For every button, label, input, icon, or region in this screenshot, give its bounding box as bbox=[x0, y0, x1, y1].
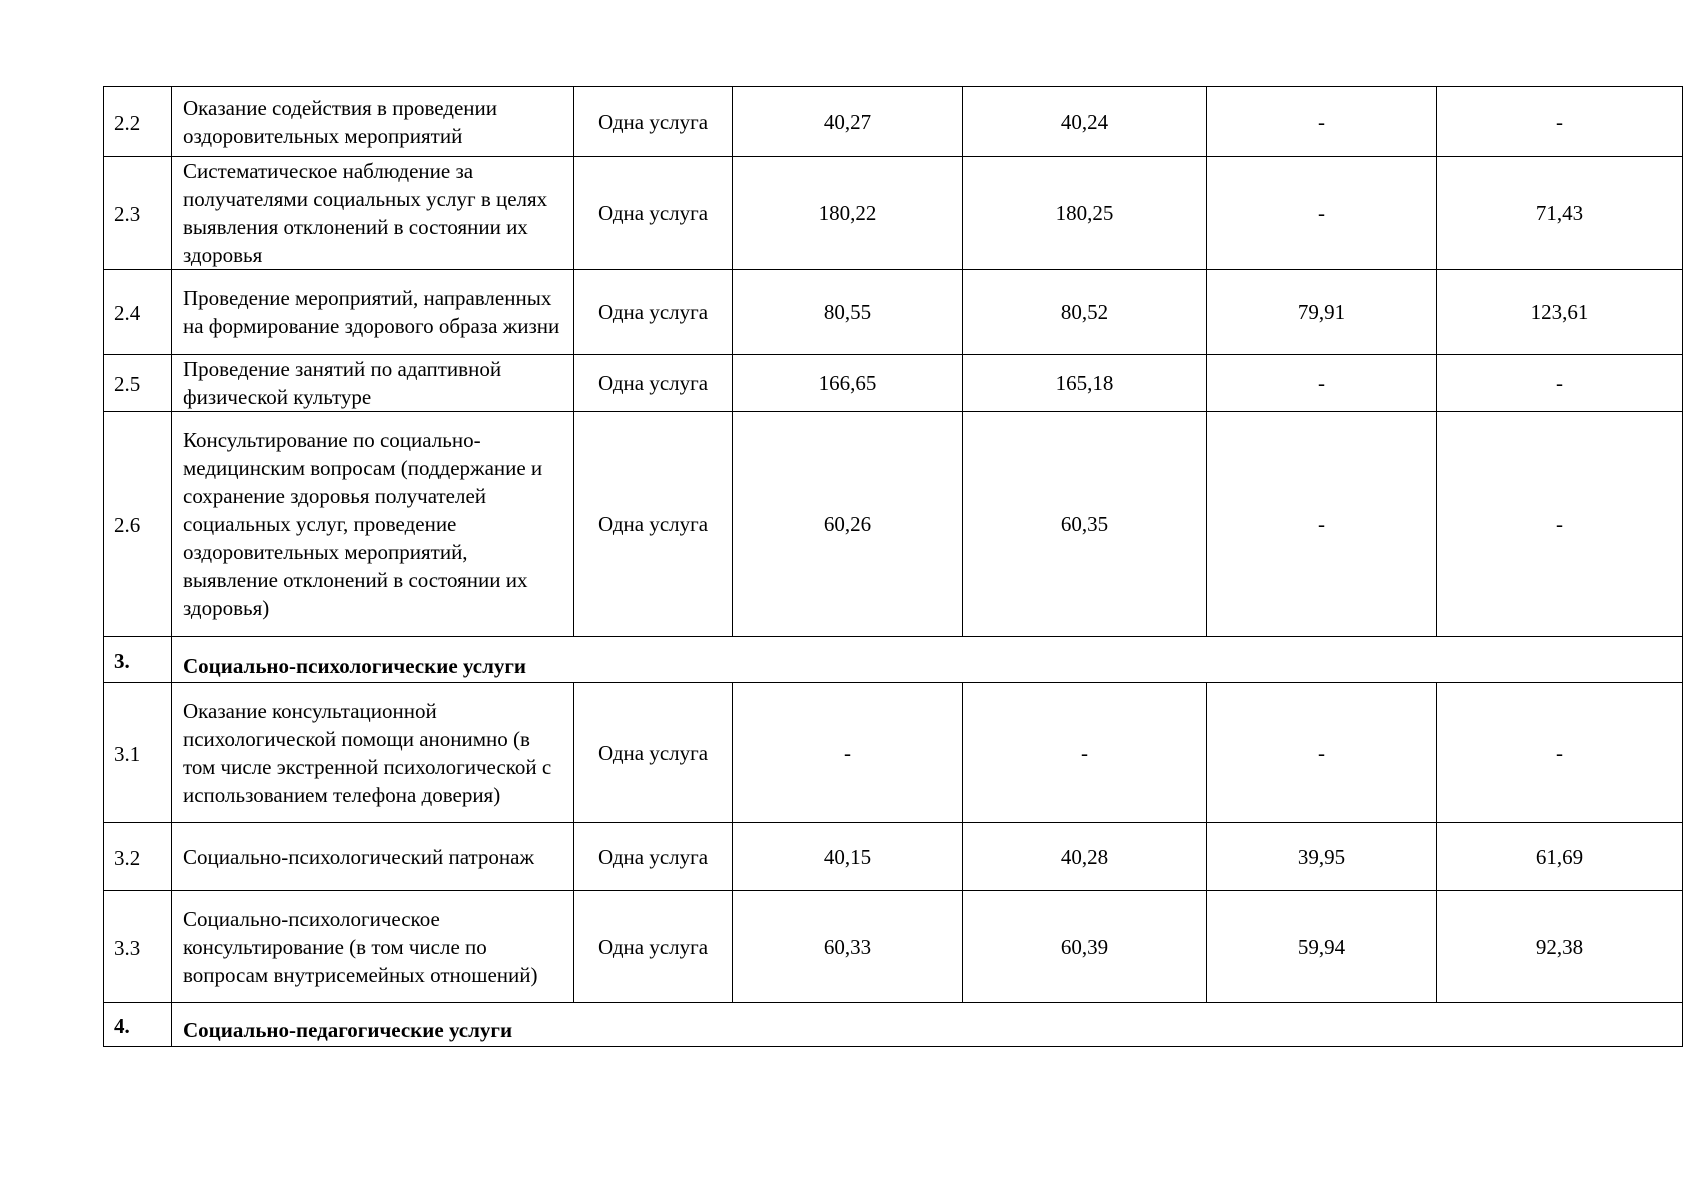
value-cell: 80,55 bbox=[733, 270, 963, 355]
table-row bbox=[104, 355, 1683, 412]
value-cell: 165,18 bbox=[963, 355, 1207, 412]
value-cell: 59,94 bbox=[1207, 891, 1437, 1003]
service-name: Проведение мероприятий, направленных на формирование здорового образа жизни bbox=[172, 270, 574, 355]
value-cell: 40,24 bbox=[963, 87, 1207, 157]
value-cell: 40,28 bbox=[963, 823, 1207, 891]
value-cell: 40,27 bbox=[733, 87, 963, 157]
value-cell: 61,69 bbox=[1437, 823, 1683, 891]
value-cell: 60,39 bbox=[963, 891, 1207, 1003]
value-cell: - bbox=[1437, 412, 1683, 637]
unit-of-measure: Одна услуга bbox=[574, 891, 733, 1003]
value-cell: 60,26 bbox=[733, 412, 963, 637]
row-number: 3.2 bbox=[104, 823, 172, 891]
value-cell: - bbox=[1437, 683, 1683, 823]
service-name: Социально-психологический патронаж bbox=[172, 823, 574, 891]
section-title: Социально-педагогические услуги bbox=[172, 1003, 1683, 1047]
table-row bbox=[104, 412, 1683, 637]
value-cell: 180,25 bbox=[963, 157, 1207, 270]
table-row bbox=[104, 683, 1683, 823]
value-cell: 60,33 bbox=[733, 891, 963, 1003]
table-row bbox=[104, 87, 1683, 157]
row-number: 2.3 bbox=[104, 157, 172, 270]
services-price-table bbox=[103, 86, 1683, 1047]
value-cell: - bbox=[1207, 87, 1437, 157]
value-cell: - bbox=[1207, 412, 1437, 637]
unit-of-measure: Одна услуга bbox=[574, 157, 733, 270]
value-cell: - bbox=[1207, 157, 1437, 270]
section-title: Социально-психологические услуги bbox=[172, 637, 1683, 683]
service-name: Проведение занятий по адаптивной физической культуре bbox=[172, 355, 574, 412]
section-row bbox=[104, 1003, 1683, 1047]
section-number: 4. bbox=[104, 1003, 172, 1047]
value-cell: 71,43 bbox=[1437, 157, 1683, 270]
table-row bbox=[104, 891, 1683, 1003]
value-cell: 60,35 bbox=[963, 412, 1207, 637]
service-name: Оказание содействия в проведении оздоровительных мероприятий bbox=[172, 87, 574, 157]
row-number: 2.6 bbox=[104, 412, 172, 637]
unit-of-measure: Одна услуга bbox=[574, 823, 733, 891]
section-number: 3. bbox=[104, 637, 172, 683]
value-cell: - bbox=[1437, 87, 1683, 157]
value-cell: 123,61 bbox=[1437, 270, 1683, 355]
unit-of-measure: Одна услуга bbox=[574, 412, 733, 637]
value-cell: 40,15 bbox=[733, 823, 963, 891]
value-cell: 80,52 bbox=[963, 270, 1207, 355]
service-name: Социально-психологическое консультирование (в том числе по вопросам внутрисемейных отношений) bbox=[172, 891, 574, 1003]
table-row bbox=[104, 270, 1683, 355]
unit-of-measure: Одна услуга bbox=[574, 270, 733, 355]
value-cell: - bbox=[1437, 355, 1683, 412]
unit-of-measure: Одна услуга bbox=[574, 87, 733, 157]
value-cell: - bbox=[733, 683, 963, 823]
row-number: 2.4 bbox=[104, 270, 172, 355]
service-name: Систематическое наблюдение за получателями социальных услуг в целях выявления отклонений в состоянии их здоровья bbox=[172, 157, 574, 270]
unit-of-measure: Одна услуга bbox=[574, 683, 733, 823]
table-row bbox=[104, 157, 1683, 270]
row-number: 3.1 bbox=[104, 683, 172, 823]
value-cell: 180,22 bbox=[733, 157, 963, 270]
value-cell: - bbox=[963, 683, 1207, 823]
row-number: 2.5 bbox=[104, 355, 172, 412]
row-number: 3.3 bbox=[104, 891, 172, 1003]
row-number: 2.2 bbox=[104, 87, 172, 157]
value-cell: 92,38 bbox=[1437, 891, 1683, 1003]
service-name: Оказание консультационной психологической помощи анонимно (в том числе экстренной психологической с использованием телефона доверия) bbox=[172, 683, 574, 823]
value-cell: - bbox=[1207, 355, 1437, 412]
value-cell: - bbox=[1207, 683, 1437, 823]
value-cell: 79,91 bbox=[1207, 270, 1437, 355]
value-cell: 166,65 bbox=[733, 355, 963, 412]
section-row bbox=[104, 637, 1683, 683]
value-cell: 39,95 bbox=[1207, 823, 1437, 891]
unit-of-measure: Одна услуга bbox=[574, 355, 733, 412]
table-row bbox=[104, 823, 1683, 891]
service-name: Консультирование по социально-медицинским вопросам (поддержание и сохранение здоровья получателей социальных услуг, проведение оздоровительных мероприятий, выявление отклонений в состоянии их здоровья) bbox=[172, 412, 574, 637]
